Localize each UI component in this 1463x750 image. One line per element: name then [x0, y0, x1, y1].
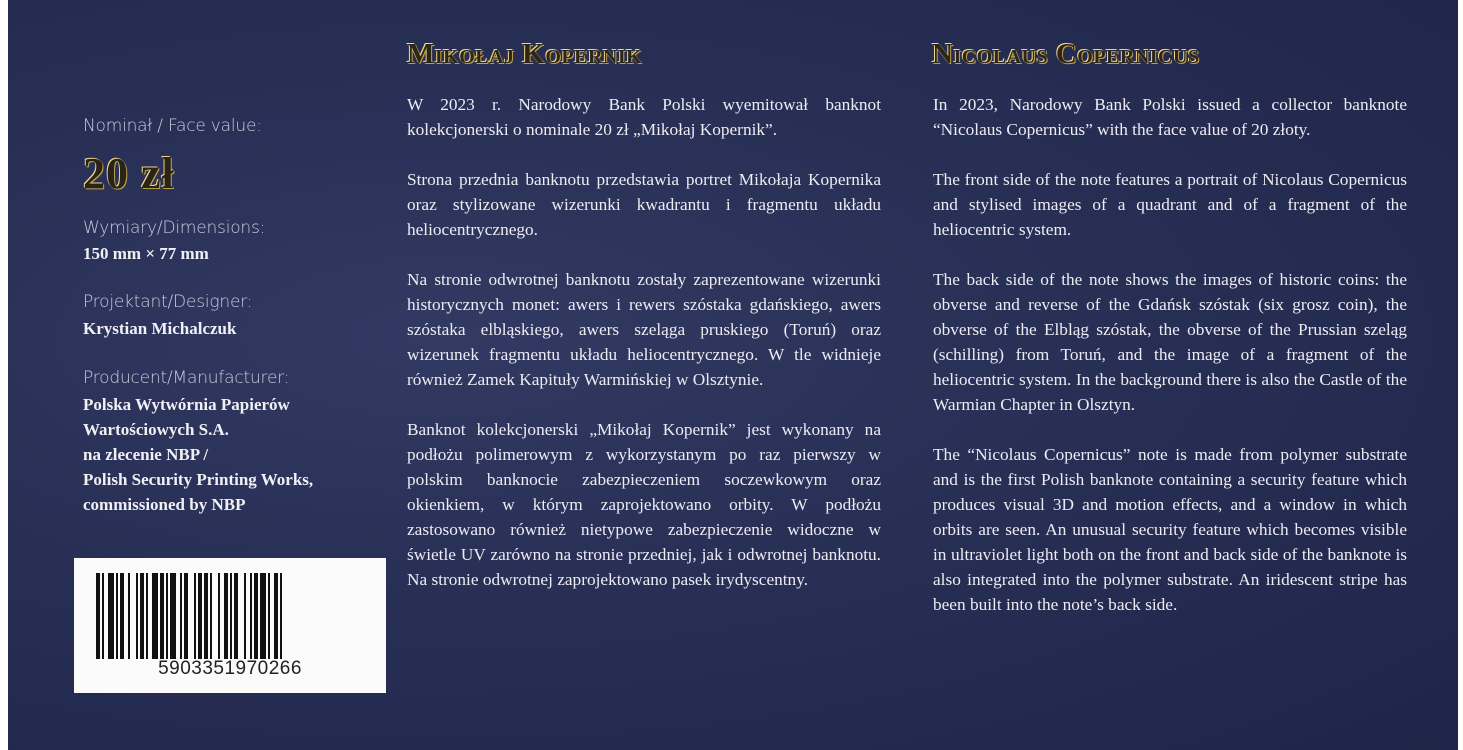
face-value: 20 zł — [83, 149, 175, 198]
face-value-label: Nominał / Face value: — [83, 116, 262, 136]
barcode-bars — [96, 573, 354, 659]
barcode-bar — [218, 573, 220, 659]
paragraph: The “Nicolaus Copernicus” note is made from polymer substrate and is the first Polish banknote containing a security feature which produces visual 3D and motion effects, and a window in which orbits are seen. An unusual security feature which becomes visible in ultraviolet light both on the front and back side of the banknote is also integrated into the polymer substrate. An iridescent stripe has been built into the note’s back side. — [933, 445, 1407, 614]
designer-label: Projektant/Designer: — [83, 292, 253, 312]
barcode-bar — [152, 573, 158, 659]
barcode-bar — [120, 573, 124, 659]
barcode-bar — [260, 573, 266, 659]
manufacturer-line: commissioned by NBP — [83, 495, 246, 514]
paragraph: W 2023 r. Narodowy Bank Polski wyemitował banknot kolekcjonerski o nominale 20 zł „Mikołaj Kopernik”. — [407, 95, 881, 139]
paragraph: Banknot kolekcjonerski „Mikołaj Kopernik” jest wykonany na podłożu polimerowym z wykorzystanym po raz pierwszy w polskim banknocie zabezpieczeniem soczewkowym oraz okienkiem, w którym zaprojektowano orbity. W podłożu zastosowano również nietypowe zabezpieczenie widoczne w świetle UV zarówno na stronie przedniej, jak i odwrotnej banknotu. Na stronie odwrotnej zaprojektowano pasek irydyscentny. — [407, 420, 881, 589]
barcode-bar — [180, 573, 182, 659]
banknote-info-card — [8, 0, 1458, 750]
english-text — [933, 92, 1407, 642]
barcode-bar — [128, 573, 130, 659]
barcode-bar — [204, 573, 208, 659]
barcode-bar — [230, 573, 232, 659]
barcode-bar — [184, 573, 188, 659]
barcode-bar — [160, 573, 164, 659]
manufacturer-line: Polish Security Printing Works, — [83, 470, 314, 489]
barcode-bar — [244, 573, 246, 659]
manufacturer-line: na zlecenie NBP / — [83, 445, 209, 464]
barcode-bar — [234, 573, 238, 659]
barcode-bar — [250, 573, 252, 659]
barcode-bar — [146, 573, 148, 659]
barcode-bar — [102, 573, 104, 659]
barcode-bar — [96, 573, 100, 659]
barcode-bar — [280, 573, 282, 659]
barcode-bar — [274, 573, 278, 659]
barcode-bar — [166, 573, 168, 659]
barcode-bar — [254, 573, 258, 659]
barcode-number: 5903351970266 — [158, 658, 302, 679]
manufacturer-line: Wartościowych S.A. — [83, 420, 229, 439]
designer-value: Krystian Michalczuk — [83, 319, 237, 338]
paragraph: In 2023, Narodowy Bank Polski issued a collector banknote “Nicolaus Copernicus” with the face value of 20 złoty. — [933, 95, 1407, 139]
barcode-bar — [140, 573, 144, 659]
polish-text — [407, 92, 881, 617]
manufacturer-line: Polska Wytwórnia Papierów — [83, 395, 290, 414]
english-title: Nicolaus Copernicus — [932, 38, 1200, 70]
paragraph: Strona przednia banknotu przedstawia portret Mikołaja Kopernika oraz stylizowane wizerunki kwadrantu i fragmentu układu heliocentrycznego. — [407, 170, 881, 239]
barcode-bar — [170, 573, 176, 659]
manufacturer-label: Producent/Manufacturer: — [83, 368, 290, 388]
barcode-bar — [116, 573, 118, 659]
barcode-bar — [136, 573, 138, 659]
dimensions-value: 150 mm × 77 mm — [83, 244, 209, 263]
polish-title: Mikołaj Kopernik — [407, 38, 643, 70]
barcode-bar — [194, 573, 196, 659]
paragraph: The back side of the note shows the images of historic coins: the obverse and reverse of the Gdańsk szóstak (six grosz coin), the obverse of the Elbląg szóstak, the obverse of the Prussian szeląg (schilling) from Toruń, and the image of a fragment of the heliocentric system. In the background there is also the Castle of the Warmian Chapter in Olsztyn. — [933, 270, 1407, 414]
paragraph: The front side of the note features a portrait of Nicolaus Copernicus and stylised images of a quadrant and of a fragment of the heliocentric system. — [933, 170, 1407, 239]
barcode-bar — [210, 573, 212, 659]
barcode-bar — [268, 573, 270, 659]
barcode-label — [74, 558, 386, 693]
paragraph: Na stronie odwrotnej banknotu zostały zaprezentowane wizerunki historycznych monet: awers i rewers szóstaka gdańskiego, awers szóstaka elbląskiego, awers szeląga pruskiego (Toruń) oraz wizerunek fragmentu układu heliocentrycznego. W tle widnieje również Zamek Kapituły Warmińskiej w Olsztynie. — [407, 270, 881, 389]
barcode-bar — [198, 573, 202, 659]
dimensions-label: Wymiary/Dimensions: — [83, 218, 266, 238]
barcode-bar — [108, 573, 114, 659]
barcode-bar — [224, 573, 228, 659]
